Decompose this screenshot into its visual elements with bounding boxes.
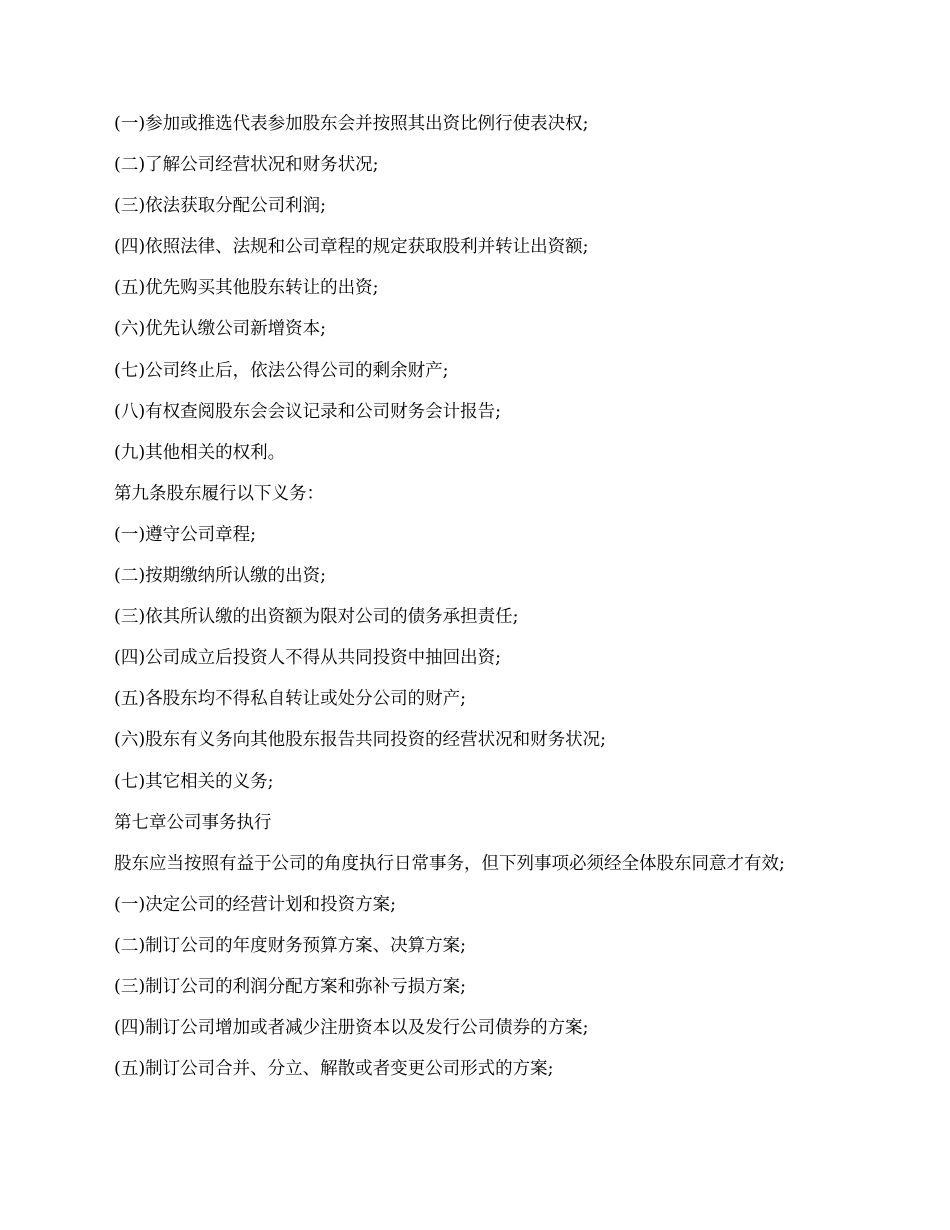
paragraph: (一)决定公司的经营计划和投资方案; [114, 894, 397, 915]
paragraph: (一)参加或推选代表参加股东会并按照其出资比例行使表决权; [114, 114, 589, 134]
paragraph: 股东应当按照有益于公司的角度执行日常事务，但下列事项必须经全体股东同意才有效; [114, 853, 785, 874]
paragraph: (六)优先认缴公司新增资本; [114, 319, 327, 340]
paragraph: (七)公司终止后，依法公得公司的剩余财产; [114, 360, 449, 381]
paragraph: (三)依法获取分配公司利润; [114, 196, 327, 217]
chapter-heading: 第七章公司事务执行 [114, 812, 272, 833]
paragraph: (二)按期缴纳所认缴的出资; [114, 566, 327, 587]
paragraph: (三)依其所认缴的出资额为限对公司的债务承担责任; [114, 607, 519, 628]
paragraph: (二)了解公司经营状况和财务状况; [114, 155, 379, 176]
paragraph: (四)公司成立后投资人不得从共同投资中抽回出资; [114, 648, 502, 669]
document-body [114, 109, 874, 1095]
paragraph: (一)遵守公司章程; [114, 524, 257, 545]
paragraph: (五)各股东均不得私自转让或处分公司的财产; [114, 689, 467, 710]
paragraph: (七)其它相关的义务; [114, 771, 274, 792]
paragraph: (四)依照法律、法规和公司章程的规定获取股利并转让出资额; [114, 237, 589, 258]
paragraph: (八)有权查阅股东会会议记录和公司财务会计报告; [114, 401, 502, 422]
paragraph: (五)优先购买其他股东转让的出资; [114, 278, 379, 299]
paragraph: (四)制订公司增加或者减少注册资本以及发行公司债券的方案; [114, 1018, 589, 1039]
paragraph: (六)股东有义务向其他股东报告共同投资的经营状况和财务状况; [114, 730, 607, 751]
paragraph: (三)制订公司的利润分配方案和弥补亏损方案; [114, 976, 467, 997]
paragraph: (九)其他相关的权利。 [114, 442, 286, 463]
article-heading: 第九条股东履行以下义务： [114, 483, 324, 504]
paragraph: (五)制订公司合并、分立、解散或者变更公司形式的方案; [114, 1059, 554, 1080]
paragraph: (二)制订公司的年度财务预算方案、决算方案; [114, 935, 467, 956]
